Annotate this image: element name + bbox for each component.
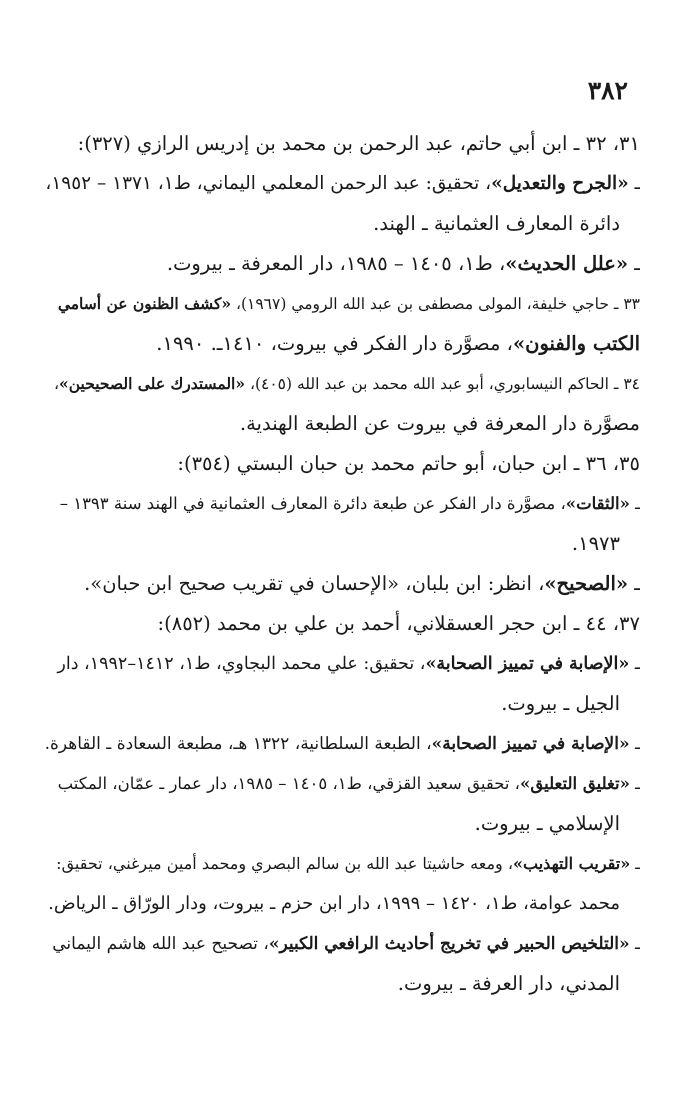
line-text: ، ط١، ١٤٠٥ – ١٩٨٥، دار المعرفة ـ بيروت. (166, 252, 506, 275)
line-text: ـ (629, 934, 640, 954)
bibliography-line (44, 324, 640, 364)
bibliography-line (44, 204, 640, 244)
line-text: ـ (628, 173, 640, 194)
bibliography-line (44, 804, 640, 844)
bibliography-line (44, 404, 640, 444)
bibliography-line (44, 164, 640, 204)
bibliography-line (44, 764, 640, 804)
bibliography-line (44, 964, 640, 1004)
bibliography-line (44, 684, 640, 724)
page-number: ٣٨٢ (587, 76, 628, 105)
book-title: «المستدرك على الصحيحين» (59, 374, 246, 393)
line-text: ، الطبعة السلطانية، ١٣٢٢ هـ، مطبعة السعادة ـ القاهرة. (44, 734, 432, 754)
book-title: «تغليق التعليق» (520, 774, 630, 793)
line-text: الجيل ـ بيروت. (501, 692, 620, 715)
line-text: الإسلامي ـ بيروت. (474, 812, 620, 835)
line-text: المدني، دار العرفة ـ بيروت. (397, 972, 620, 995)
bibliography-line (44, 284, 640, 324)
line-text: ـ (628, 572, 640, 595)
book-title: «الإصابة في تمييز الصحابة» (425, 654, 630, 674)
bibliography-line (44, 484, 640, 524)
bibliography-line (44, 364, 640, 404)
bibliography-line (44, 444, 640, 484)
line-text: ، مصوَّرة دار الفكر عن طبعة دائرة المعارف العثمانية في الهند سنة ١٣٩٣ – (59, 494, 566, 513)
line-text: ـ (629, 654, 640, 674)
bibliography-line (44, 564, 640, 604)
book-title: «علل الحديث» (505, 252, 629, 275)
line-text: ، تصحيح عبد الله هاشم اليماني (52, 934, 269, 954)
book-title: «الصحيح» (544, 572, 629, 595)
line-text: مصوَّرة دار المعرفة في بيروت عن الطبعة الهندية. (239, 412, 640, 435)
line-text: ، ومعه حاشيتا عبد الله بن سالم البصري ومحمد أمين ميرغني، تحقيق: (56, 854, 514, 873)
line-text: ٣٣ ـ حاجي خليفة، المولى مصطفى بن عبد الله الرومي (١٩٦٧)، (231, 295, 640, 313)
line-text: ، (54, 375, 60, 393)
bibliography-content (44, 124, 640, 1004)
line-text: ـ (629, 774, 640, 793)
line-text: ـ (629, 734, 640, 754)
bibliography-line (44, 604, 640, 644)
line-text: ، مصوَّرة دار الفكر في بيروت، ١٤١٠ـ. ١٩٩٠. (156, 332, 513, 355)
book-title: «تقريب التهذيب» (513, 854, 631, 873)
line-text: ٣١، ٣٢ ـ ابن أبي حاتم، عبد الرحمن بن محمد بن إدريس الرازي (٣٢٧): (77, 132, 640, 155)
book-title: «الجرح والتعديل» (491, 173, 629, 194)
line-text: ـ (630, 854, 640, 873)
bibliography-line (44, 244, 640, 284)
bibliography-line (44, 724, 640, 764)
line-text: ، تحقيق سعيد القزقي، ط١، ١٤٠٥ – ١٩٨٥، دار عمار ـ عمّان، المكتب (57, 774, 521, 793)
line-text: ١٩٧٣. (571, 532, 620, 555)
line-text: ، تحقيق: علي محمد البجاوي، ط١، ١٤١٢–١٩٩٢، دار (57, 654, 426, 674)
line-text: ٣٤ ـ الحاكم النيسابوري، أبو عبد الله محمد بن عبد الله (٤٠٥)، (245, 375, 640, 393)
bibliography-line (44, 124, 640, 164)
book-title: الكتب والفنون» (512, 332, 640, 355)
line-text: ٣٧، ٤٤ ـ ابن حجر العسقلاني، أحمد بن علي بن محمد (٨٥٢): (157, 612, 640, 635)
line-text: دائرة المعارف العثمانية ـ الهند. (373, 212, 620, 235)
book-title: «الثقات» (565, 494, 630, 513)
line-text: ، تحقيق: عبد الرحمن المعلمي اليماني، ط١، ١٣٧١ – ١٩٥٢، (45, 173, 492, 194)
line-text: ، انظر: ابن بلبان، «الإحسان في تقريب صحيح ابن حبان». (84, 572, 545, 595)
book-title: «التلخيص الحبير في تخريج أحاديث الرافعي الكبير» (268, 934, 630, 954)
bibliography-line (44, 884, 640, 924)
bibliography-line (44, 644, 640, 684)
line-text: ٣٥، ٣٦ ـ ابن حبان، أبو حاتم محمد بن حبان البستي (٣٥٤): (177, 452, 640, 475)
bibliography-line (44, 524, 640, 564)
book-title: «كشف الظنون عن أسامي (57, 294, 232, 313)
book-title: «الإصابة في تمييز الصحابة» (431, 734, 630, 754)
bibliography-line (44, 844, 640, 884)
line-text: محمد عوامة، ط١، ١٤٢٠ – ١٩٩٩، دار ابن حزم ـ بيروت، ودار الورّاق ـ الرياض. (48, 893, 620, 914)
bibliography-line (44, 924, 640, 964)
line-text: ـ (628, 252, 640, 275)
line-text: ـ (629, 494, 640, 513)
